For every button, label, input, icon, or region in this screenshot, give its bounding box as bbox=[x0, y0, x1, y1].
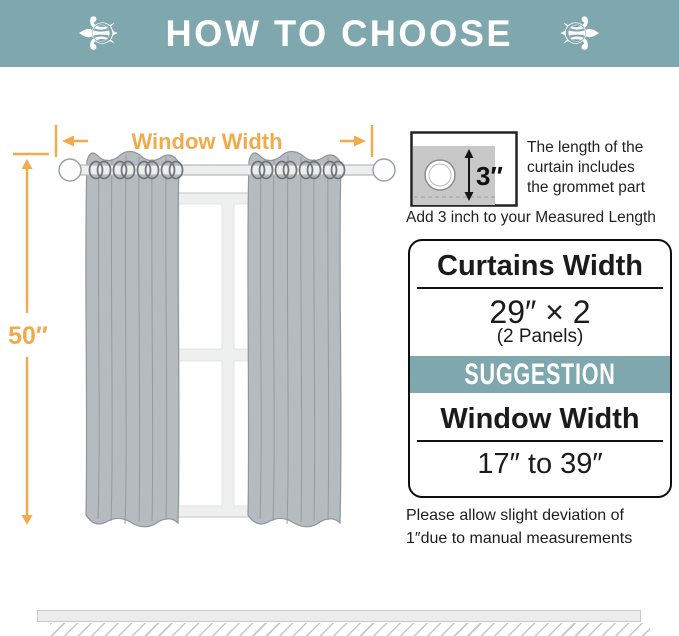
divider bbox=[417, 440, 663, 442]
header-banner bbox=[0, 0, 679, 67]
disclaimer-line: 1″due to manual measurements bbox=[406, 529, 633, 547]
window-width-range: 17″ to 39″ bbox=[477, 448, 603, 480]
suggestion-label: SUGGESTION bbox=[464, 357, 616, 391]
floor-hatching bbox=[50, 623, 650, 636]
grommet-diagram bbox=[410, 131, 518, 207]
page-title: HOW TO CHOOSE bbox=[165, 12, 514, 54]
disclaimer-line: Please allow slight deviation of bbox=[406, 507, 624, 524]
curtain-length-measure bbox=[8, 154, 49, 525]
window-width-measure bbox=[56, 125, 372, 157]
suggestion-banner bbox=[410, 356, 670, 393]
fleur-de-lis-icon: ⚜ bbox=[70, 9, 130, 57]
window-width-label: Window Width bbox=[131, 129, 283, 154]
divider bbox=[417, 287, 663, 289]
curtain-length-value: 50″ bbox=[8, 322, 48, 350]
curtain-window-illustration bbox=[0, 105, 400, 590]
measurement-disclaimer bbox=[406, 505, 678, 550]
curtain-panel-right bbox=[248, 151, 341, 526]
window-width-title: Window Width bbox=[440, 403, 640, 435]
grommet-height-value: 3″ bbox=[476, 161, 503, 191]
grommet-note-line: the grommet part bbox=[527, 179, 646, 196]
size-suggestion-box bbox=[408, 239, 672, 498]
curtains-width-title: Curtains Width bbox=[437, 250, 643, 282]
grommet-note bbox=[527, 138, 677, 198]
curtain-panel-left bbox=[86, 151, 179, 526]
curtains-width-value: 29″ × 2 bbox=[489, 294, 591, 330]
rod-finial-right bbox=[373, 159, 395, 181]
grommet-note-line: curtain includes bbox=[527, 159, 635, 176]
panels-count: (2 Panels) bbox=[496, 326, 584, 347]
length-tip: Add 3 inch to your Measured Length bbox=[406, 209, 656, 226]
grommet-ring-icon bbox=[425, 160, 455, 190]
floor-line bbox=[37, 610, 641, 622]
grommet-note-line: The length of the bbox=[527, 139, 644, 156]
rod-finial-left bbox=[59, 159, 81, 181]
fleur-de-lis-icon: ⚜ bbox=[548, 9, 608, 57]
